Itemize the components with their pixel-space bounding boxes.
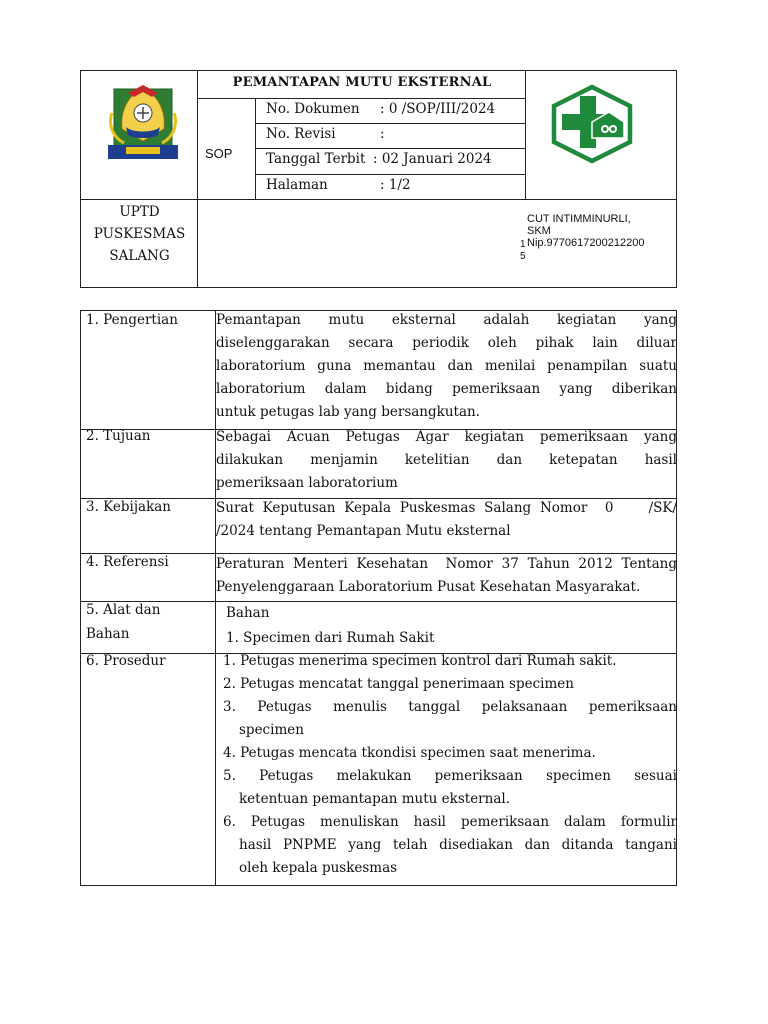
step-line: oleh kepala puskesmas bbox=[239, 860, 398, 876]
section-text-tujuan bbox=[216, 426, 677, 495]
regency-seal-logo bbox=[106, 83, 180, 165]
meta-value-issue-date: : 02 Januari 2024 bbox=[373, 151, 492, 167]
meta-label-issue-date: Tanggal Terbit bbox=[266, 151, 366, 167]
puskesmas-logo bbox=[549, 84, 635, 164]
section-label-prosedur: 6. Prosedur bbox=[86, 653, 166, 669]
section-text-kebijakan bbox=[216, 497, 677, 543]
unit-line: UPTD bbox=[119, 204, 160, 220]
text-line: laboratorium dalam bidang pemeriksaan yang diberikan bbox=[216, 381, 677, 397]
signer-block bbox=[527, 213, 644, 249]
text-line: Sebagai Acuan Petugas Agar kegiatan pemeriksaan yang bbox=[216, 429, 677, 445]
section-label-kebijakan: 3. Kebijakan bbox=[86, 499, 172, 515]
label-line: Bahan bbox=[86, 626, 130, 642]
meta-value-doc-number: : 0 /SOP/III/2024 bbox=[380, 101, 496, 117]
meta-label-revision: No. Revisi bbox=[266, 126, 336, 142]
section-label-pengertian: 1. Pengertian bbox=[86, 312, 178, 328]
meta-label-page: Halaman bbox=[266, 177, 328, 193]
text-line: dilakukan menjamin ketelitian dan ketepatan hasil bbox=[216, 452, 677, 468]
sop-label: SOP bbox=[205, 146, 233, 161]
step-line: 2. Petugas mencatat tanggal penerimaan specimen bbox=[223, 676, 574, 692]
procedure-step bbox=[223, 765, 677, 811]
label-line: 5. Alat dan bbox=[86, 602, 161, 618]
meta-value-revision: : bbox=[380, 126, 385, 142]
text-line: laboratorium guna memantau dan menilai penampilan suatu bbox=[216, 358, 677, 374]
bahan-heading: Bahan bbox=[226, 605, 270, 621]
signer-name: CUT INTIMMINURLI, bbox=[527, 213, 631, 225]
unit-name bbox=[81, 201, 198, 267]
header-divider bbox=[525, 71, 526, 200]
unit-line: PUSKESMAS bbox=[93, 226, 186, 242]
procedure-step bbox=[223, 650, 677, 673]
header-divider bbox=[255, 148, 526, 149]
step-continuation bbox=[223, 834, 677, 880]
step-line: 6. Petugas menuliskan hasil pemeriksaan dalam formulir bbox=[223, 814, 677, 830]
step-line: 4. Petugas mencata tkondisi specimen saat menerima. bbox=[223, 745, 596, 761]
step-line: ketentuan pemantapan mutu eksternal. bbox=[239, 791, 510, 807]
section-text-prosedur bbox=[223, 650, 677, 880]
text-line: Peraturan Menteri Kesehatan Nomor 37 Tahun 2012 Tentang bbox=[216, 556, 677, 572]
section-label-referensi: 4. Referensi bbox=[86, 554, 169, 570]
header-divider bbox=[197, 98, 526, 99]
step-line: specimen bbox=[239, 722, 304, 738]
sop-content-table bbox=[80, 310, 677, 886]
text-line: pemeriksaan laboratorium bbox=[216, 475, 398, 491]
header-divider bbox=[255, 174, 526, 175]
signer-title: SKM bbox=[527, 225, 551, 237]
section-label-tujuan: 2. Tujuan bbox=[86, 428, 151, 444]
procedure-step bbox=[223, 673, 677, 696]
step-line: 3. Petugas menulis tanggal pelaksanaan pemeriksaan bbox=[223, 699, 677, 715]
section-text-pengertian bbox=[216, 309, 677, 424]
header-divider bbox=[81, 199, 677, 200]
text-line: Surat Keputusan Kepala Puskesmas Salang Nomor 0 /SK/ bbox=[216, 500, 677, 516]
sop-header-table bbox=[80, 70, 677, 288]
header-divider bbox=[255, 98, 256, 200]
stray-digit: 5 bbox=[520, 251, 526, 262]
stray-digits bbox=[520, 239, 526, 263]
step-line: 5. Petugas melakukan pemeriksaan specimen sesuai bbox=[223, 768, 677, 784]
procedure-step bbox=[223, 811, 677, 880]
meta-value-page: : 1/2 bbox=[380, 177, 411, 193]
signer-nip: Nip.9770617200212200 bbox=[527, 237, 645, 249]
document-title: PEMANTAPAN MUTU EKSTERNAL bbox=[232, 75, 492, 90]
section-text-alat bbox=[226, 601, 687, 651]
procedure-step bbox=[223, 742, 677, 765]
stray-digit: 1 bbox=[520, 239, 526, 250]
text-line: /2024 tentang Pemantapan Mutu eksternal bbox=[216, 523, 511, 539]
step-line: hasil PNPME yang telah disediakan dan ditanda tangani bbox=[239, 837, 677, 853]
procedure-step bbox=[223, 696, 677, 742]
section-text-referensi bbox=[216, 553, 677, 599]
section-label-alat bbox=[86, 598, 160, 646]
bahan-item: 1. Specimen dari Rumah Sakit bbox=[226, 630, 435, 646]
text-line: Penyelenggaraan Laboratorium Pusat Kesehatan Masyarakat. bbox=[216, 579, 641, 595]
meta-label-doc-number: No. Dokumen bbox=[266, 101, 360, 117]
step-line: 1. Petugas menerima specimen kontrol dari Rumah sakit. bbox=[223, 653, 617, 669]
text-line: Pemantapan mutu eksternal adalah kegiatan yang bbox=[216, 312, 677, 328]
header-divider bbox=[255, 123, 526, 124]
text-line: untuk petugas lab yang bersangkutan. bbox=[216, 404, 480, 420]
text-line: diselenggarakan secara periodik oleh pihak lain diluar bbox=[216, 335, 677, 351]
unit-line: SALANG bbox=[109, 248, 170, 264]
